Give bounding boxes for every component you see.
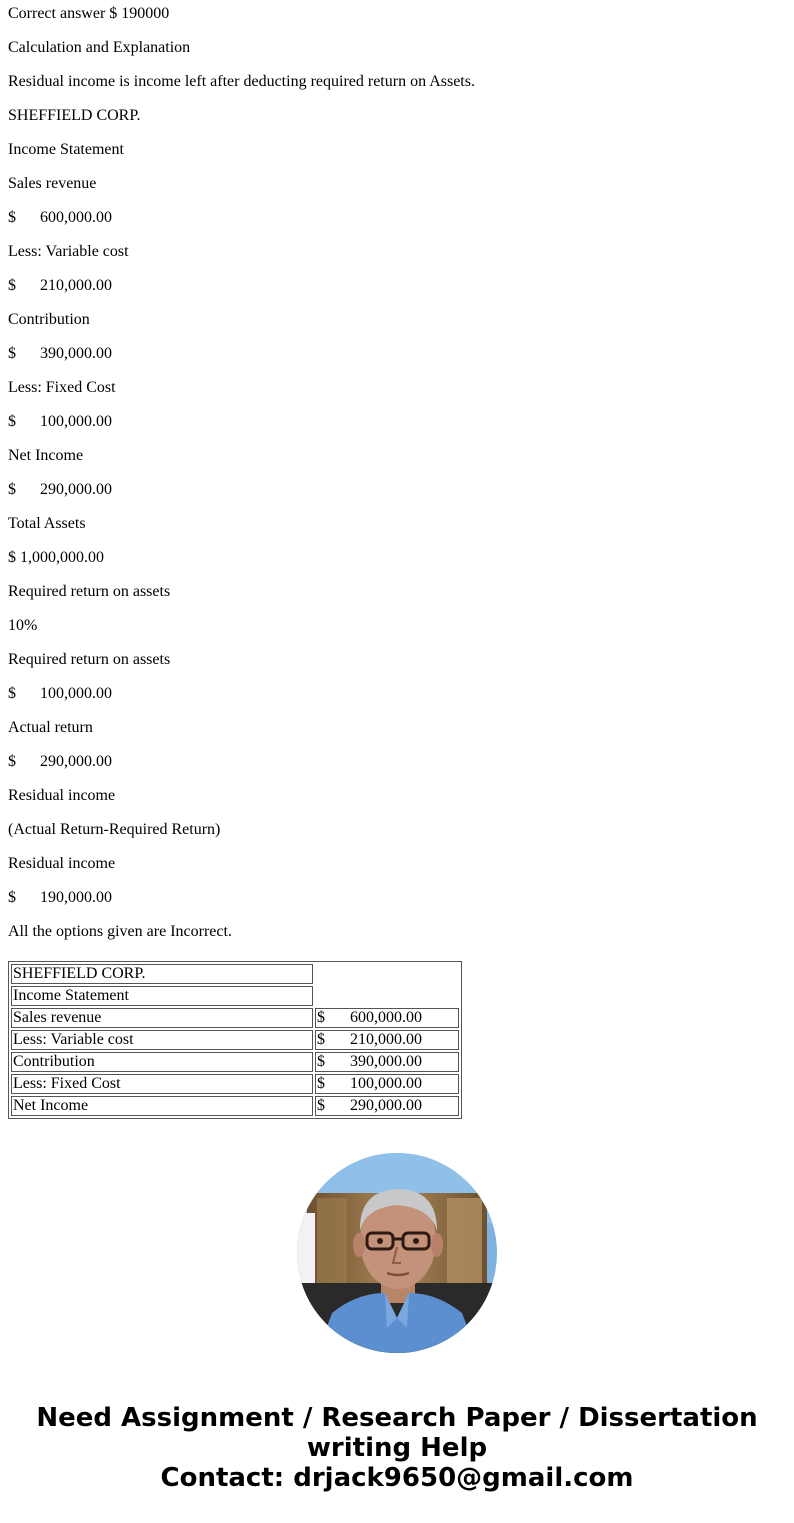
table-row: [11, 1052, 459, 1072]
net-label: Net Income: [8, 447, 84, 464]
promo-banner: [0, 1403, 794, 1493]
row-label: Sales revenue: [11, 1008, 313, 1028]
company-name: SHEFFIELD CORP.: [8, 107, 141, 124]
table-row: [11, 1074, 459, 1094]
row-value: $ 600,000.00: [315, 1008, 459, 1028]
conclusion-text: All the options given are Incorrect.: [8, 923, 232, 940]
assets-amount: $ 1,000,000.00: [8, 549, 104, 566]
ri-label-2: Residual income: [8, 855, 116, 872]
table-row: [11, 986, 459, 1006]
ri-formula: (Actual Return-Required Return): [8, 821, 221, 838]
net-amount: $ 290,000.00: [8, 481, 112, 498]
row-value: $ 290,000.00: [315, 1096, 459, 1116]
contrib-amount: $ 390,000.00: [8, 345, 112, 362]
row-label: Net Income: [11, 1096, 313, 1116]
sales-label: Sales revenue: [8, 175, 97, 192]
statement-title: Income Statement: [8, 141, 124, 158]
req-rate-value: 10%: [8, 617, 38, 634]
actual-amount: $ 290,000.00: [8, 753, 112, 770]
income-statement-table: [8, 961, 462, 1119]
varcost-label: Less: Variable cost: [8, 243, 129, 260]
req-amt-label: Required return on assets: [8, 651, 171, 668]
ri-label: Residual income: [8, 787, 116, 804]
fixed-label: Less: Fixed Cost: [8, 379, 116, 396]
definition-text: Residual income is income left after deducting required return on Assets.: [8, 73, 475, 90]
row-value: $ 210,000.00: [315, 1030, 459, 1050]
calc-heading: Calculation and Explanation: [8, 39, 191, 56]
row-label: Contribution: [11, 1052, 313, 1072]
req-amt-amount: $ 100,000.00: [8, 685, 112, 702]
table-row: [11, 964, 459, 984]
author-photo: [297, 1153, 497, 1353]
assets-label: Total Assets: [8, 515, 86, 532]
contrib-label: Contribution: [8, 311, 90, 328]
varcost-amount: $ 210,000.00: [8, 277, 112, 294]
table-subtitle: Income Statement: [11, 986, 313, 1006]
row-label: Less: Variable cost: [11, 1030, 313, 1050]
fixed-amount: $ 100,000.00: [8, 413, 112, 430]
table-row: [11, 1008, 459, 1028]
actual-label: Actual return: [8, 719, 93, 736]
row-label: Less: Fixed Cost: [11, 1074, 313, 1094]
row-value: $ 100,000.00: [315, 1074, 459, 1094]
req-rate-label: Required return on assets: [8, 583, 171, 600]
promo-line-2: writing Help: [306, 1433, 488, 1463]
table-row: [11, 1030, 459, 1050]
correct-answer: Correct answer $ 190000: [8, 5, 170, 22]
row-value: $ 390,000.00: [315, 1052, 459, 1072]
table-row: [11, 1096, 459, 1116]
sales-amount: $ 600,000.00: [8, 209, 112, 226]
ri-amount: $ 190,000.00: [8, 889, 112, 906]
promo-line-1: Need Assignment / Research Paper / Dissertation: [36, 1403, 758, 1433]
author-avatar: [297, 1153, 497, 1353]
promo-contact: Contact: drjack9650@gmail.com: [160, 1463, 634, 1493]
table-title: SHEFFIELD CORP.: [11, 964, 313, 984]
